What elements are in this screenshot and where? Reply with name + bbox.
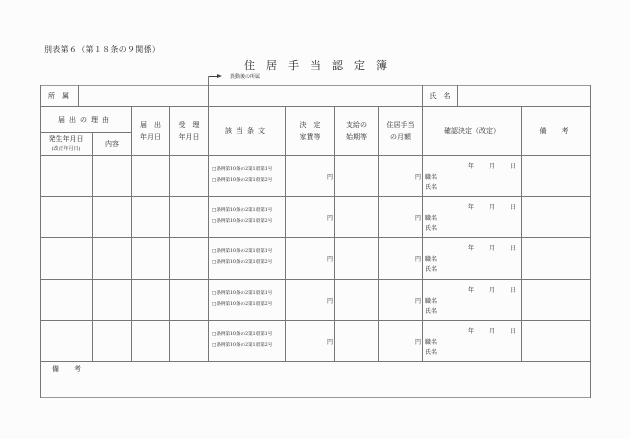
article-option-2[interactable]: □条例第10条の2第1項第2号 (212, 178, 273, 183)
decided-rent-header (286, 107, 334, 155)
article-option-2[interactable]: □条例第10条の2第1項第2号 (212, 302, 273, 307)
decided-rent-label-2: 家賃等 (299, 133, 321, 141)
person-name-label: 氏名 (425, 225, 438, 232)
row-remarks-cell[interactable] (522, 238, 590, 278)
row-remarks-cell[interactable] (522, 280, 590, 320)
department-field[interactable] (79, 86, 208, 106)
transfer-department-field[interactable] (209, 86, 422, 106)
person-name-label: 氏名 (425, 308, 438, 315)
confirmation-header: 確認決定（改定） (444, 127, 500, 135)
receipt-date-cell[interactable] (170, 156, 208, 196)
date-year-label: 年 (468, 287, 475, 294)
position-label: 職名 (425, 215, 438, 222)
occurrence-date-label: 発生年月日 (48, 135, 84, 143)
payment-start-cell[interactable] (335, 238, 378, 278)
rent-unit: 円 (327, 256, 334, 263)
payment-start-label-2: 始期等 (346, 133, 367, 141)
receipt-date-cell[interactable] (170, 280, 208, 320)
row-remarks-cell[interactable] (522, 197, 590, 237)
date-day-label: 日 (510, 163, 517, 170)
rent-unit: 円 (327, 339, 334, 346)
payment-start-cell[interactable] (335, 197, 378, 237)
allowance-unit: 円 (415, 256, 422, 263)
article-option-2[interactable]: □条例第10条の2第1項第2号 (212, 343, 273, 348)
rent-unit: 円 (327, 215, 334, 222)
name-field[interactable] (458, 86, 590, 106)
row-remarks-cell[interactable] (522, 321, 590, 361)
date-day-label: 日 (510, 245, 517, 252)
occurrence-date-cell[interactable] (41, 321, 92, 361)
row-remarks-cell[interactable] (522, 156, 590, 196)
document-reference: 別表第６（第１８条の９関係） (44, 45, 161, 54)
payment-start-cell[interactable] (335, 156, 378, 196)
person-name-label: 氏名 (425, 349, 438, 356)
position-label: 職名 (425, 339, 438, 346)
article-option-2[interactable]: □条例第10条の2第1項第2号 (212, 219, 273, 224)
applicable-article-header: 該当条文 (225, 127, 269, 135)
content-cell[interactable] (93, 238, 131, 278)
article-option-1[interactable]: □条例第10条の2第1項第1号 (212, 249, 273, 254)
allowance-unit: 円 (415, 174, 422, 181)
date-month-label: 月 (489, 287, 496, 294)
decided-rent-label-1: 決 定 (299, 121, 321, 129)
footer-remarks-field[interactable] (41, 376, 589, 396)
receipt-date-cell[interactable] (170, 238, 208, 278)
article-option-2[interactable]: □条例第10条の2第1項第2号 (212, 260, 273, 265)
notification-date-cell[interactable] (132, 156, 169, 196)
monthly-allowance-label-2: の月額 (390, 133, 411, 141)
content-cell[interactable] (93, 321, 131, 361)
receipt-date-header (170, 107, 208, 155)
allowance-unit: 円 (415, 339, 422, 346)
notification-date-label-2: 年月日 (140, 133, 161, 141)
content-cell[interactable] (93, 280, 131, 320)
person-name-label: 氏名 (425, 266, 438, 273)
date-year-label: 年 (468, 328, 475, 335)
receipt-date-cell[interactable] (170, 321, 208, 361)
payment-start-header (335, 107, 378, 155)
date-year-label: 年 (468, 245, 475, 252)
content-cell[interactable] (93, 197, 131, 237)
article-option-1[interactable]: □条例第10条の2第1項第1号 (212, 332, 273, 337)
grid-line (590, 85, 591, 398)
monthly-allowance-header (379, 107, 422, 155)
date-day-label: 日 (510, 287, 517, 294)
occurrence-date-cell[interactable] (41, 197, 92, 237)
date-year-label: 年 (468, 204, 475, 211)
occurrence-date-sublabel: (改正年月日) (51, 146, 81, 152)
occurrence-date-cell[interactable] (41, 238, 92, 278)
content-header: 内容 (105, 140, 119, 148)
date-year-label: 年 (468, 163, 475, 170)
notification-date-cell[interactable] (132, 197, 169, 237)
article-option-1[interactable]: □条例第10条の2第1項第1号 (212, 167, 273, 172)
payment-start-cell[interactable] (335, 280, 378, 320)
receipt-date-label-1: 受 理 (178, 121, 200, 129)
allowance-unit: 円 (415, 215, 422, 222)
date-month-label: 月 (489, 328, 496, 335)
payment-start-cell[interactable] (335, 321, 378, 361)
document-title: 住居手当認定簿 (244, 59, 398, 72)
department-label: 所 属 (48, 92, 69, 100)
occurrence-date-cell[interactable] (41, 280, 92, 320)
rent-unit: 円 (327, 174, 334, 181)
name-label: 氏 名 (429, 92, 451, 100)
article-option-1[interactable]: □条例第10条の2第1項第1号 (212, 291, 273, 296)
receipt-date-cell[interactable] (170, 197, 208, 237)
notification-date-cell[interactable] (132, 321, 169, 361)
occurrence-date-cell[interactable] (41, 156, 92, 196)
notification-date-cell[interactable] (132, 238, 169, 278)
reason-group-header: 届出の理由 (58, 115, 113, 124)
rent-unit: 円 (327, 298, 334, 305)
article-option-1[interactable]: □条例第10条の2第1項第1号 (212, 208, 273, 213)
transfer-note: 異動後の所属 (230, 74, 261, 80)
position-label: 職名 (425, 298, 438, 305)
date-month-label: 月 (489, 163, 496, 170)
date-day-label: 日 (510, 204, 517, 211)
date-month-label: 月 (489, 245, 496, 252)
receipt-date-label-2: 年月日 (178, 133, 200, 141)
date-month-label: 月 (489, 204, 496, 211)
remarks-header: 備 考 (539, 127, 573, 135)
date-day-label: 日 (510, 328, 517, 335)
notification-date-label-1: 届 出 (140, 121, 161, 129)
arrow-head-icon (217, 74, 222, 78)
position-label: 職名 (425, 256, 438, 263)
notification-date-cell[interactable] (132, 280, 169, 320)
occurrence-date-header (40, 133, 92, 155)
content-cell[interactable] (93, 156, 131, 196)
position-label: 職名 (425, 174, 438, 181)
footer-remarks-label: 備 考 (52, 365, 85, 373)
person-name-label: 氏名 (425, 184, 438, 191)
monthly-allowance-label-1: 住居手当 (386, 121, 415, 129)
notification-date-header (132, 107, 169, 155)
allowance-unit: 円 (415, 298, 422, 305)
payment-start-label-1: 支給の (346, 121, 367, 129)
grid-line (40, 397, 591, 398)
grid-line (40, 361, 591, 362)
